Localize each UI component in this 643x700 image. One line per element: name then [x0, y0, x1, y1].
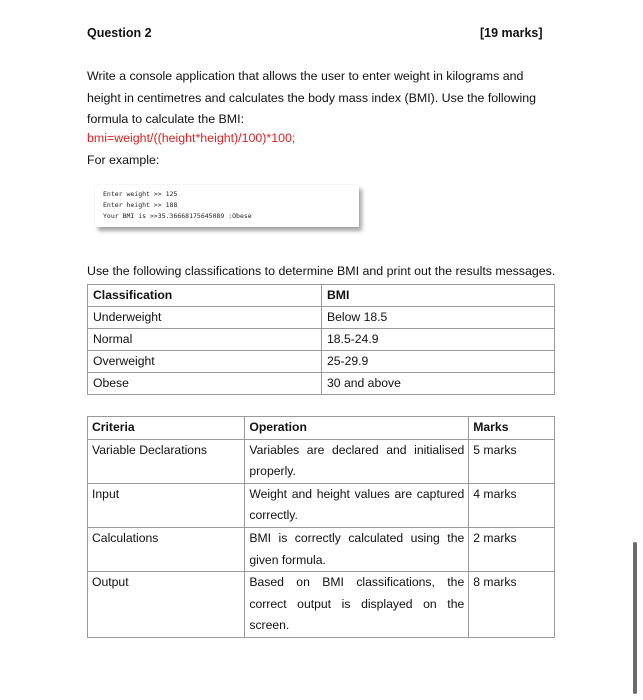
table-cell: Overweight [88, 351, 322, 373]
vertical-scrollbar[interactable] [633, 542, 637, 694]
question-paragraph: Write a console application that allows the user to enter weight in kilograms and height in centimetres and calculates the body mass index (BMI). Use the following formula to calculate the BMI: [87, 69, 537, 126]
table-cell: 30 and above [322, 373, 555, 395]
console-line: Enter weight >> 125 [103, 190, 178, 198]
table-header-cell: Marks [469, 417, 555, 440]
table-header-cell: Classification [88, 285, 322, 307]
table-cell: Output [88, 572, 245, 638]
table-row [88, 572, 555, 638]
table-cell: Weight and height values are captured correctly. [245, 483, 469, 527]
table-row [88, 373, 555, 395]
console-output-screenshot [95, 185, 359, 227]
table-cell: Calculations [88, 527, 245, 571]
table-cell: 8 marks [469, 572, 555, 638]
table-cell: Obese [88, 373, 322, 395]
table-cell: 5 marks [469, 439, 555, 483]
question-title: Question 2 [87, 26, 152, 40]
table-cell: BMI is correctly calculated using the given formula. [245, 527, 469, 571]
console-line: Enter height >> 188 [103, 201, 178, 209]
classification-intro: Use the following classifications to determine BMI and print out the results messages. [87, 264, 556, 278]
bmi-formula: bmi=weight/((height*height)/100)*100; [87, 131, 296, 145]
example-label: For example: [87, 153, 160, 167]
table-cell: Normal [88, 329, 322, 351]
table-cell: Based on BMI classifications, the correct output is displayed on the screen. [245, 572, 469, 638]
table-header-row [88, 285, 555, 307]
table-row [88, 329, 555, 351]
classification-table [87, 284, 555, 395]
table-cell: 2 marks [469, 527, 555, 571]
table-header-cell: Operation [245, 417, 469, 440]
table-row [88, 483, 555, 527]
table-cell: Variable Declarations [88, 439, 245, 483]
table-header-row [88, 417, 555, 440]
rubric-table [87, 416, 555, 638]
table-header-cell: Criteria [88, 417, 245, 440]
table-header-cell: BMI [322, 285, 555, 307]
table-row [88, 439, 555, 483]
table-cell: Underweight [88, 307, 322, 329]
question-marks: [19 marks] [480, 26, 543, 40]
table-cell: 25-29.9 [322, 351, 555, 373]
table-row [88, 351, 555, 373]
table-cell: 18.5-24.9 [322, 329, 555, 351]
table-cell: Input [88, 483, 245, 527]
table-row [88, 527, 555, 571]
table-cell: 4 marks [469, 483, 555, 527]
table-cell: Variables are declared and initialised properly. [245, 439, 469, 483]
console-line: Your BMI is >>35.36668175645089 :Obese [103, 212, 252, 220]
table-row [88, 307, 555, 329]
table-cell: Below 18.5 [322, 307, 555, 329]
